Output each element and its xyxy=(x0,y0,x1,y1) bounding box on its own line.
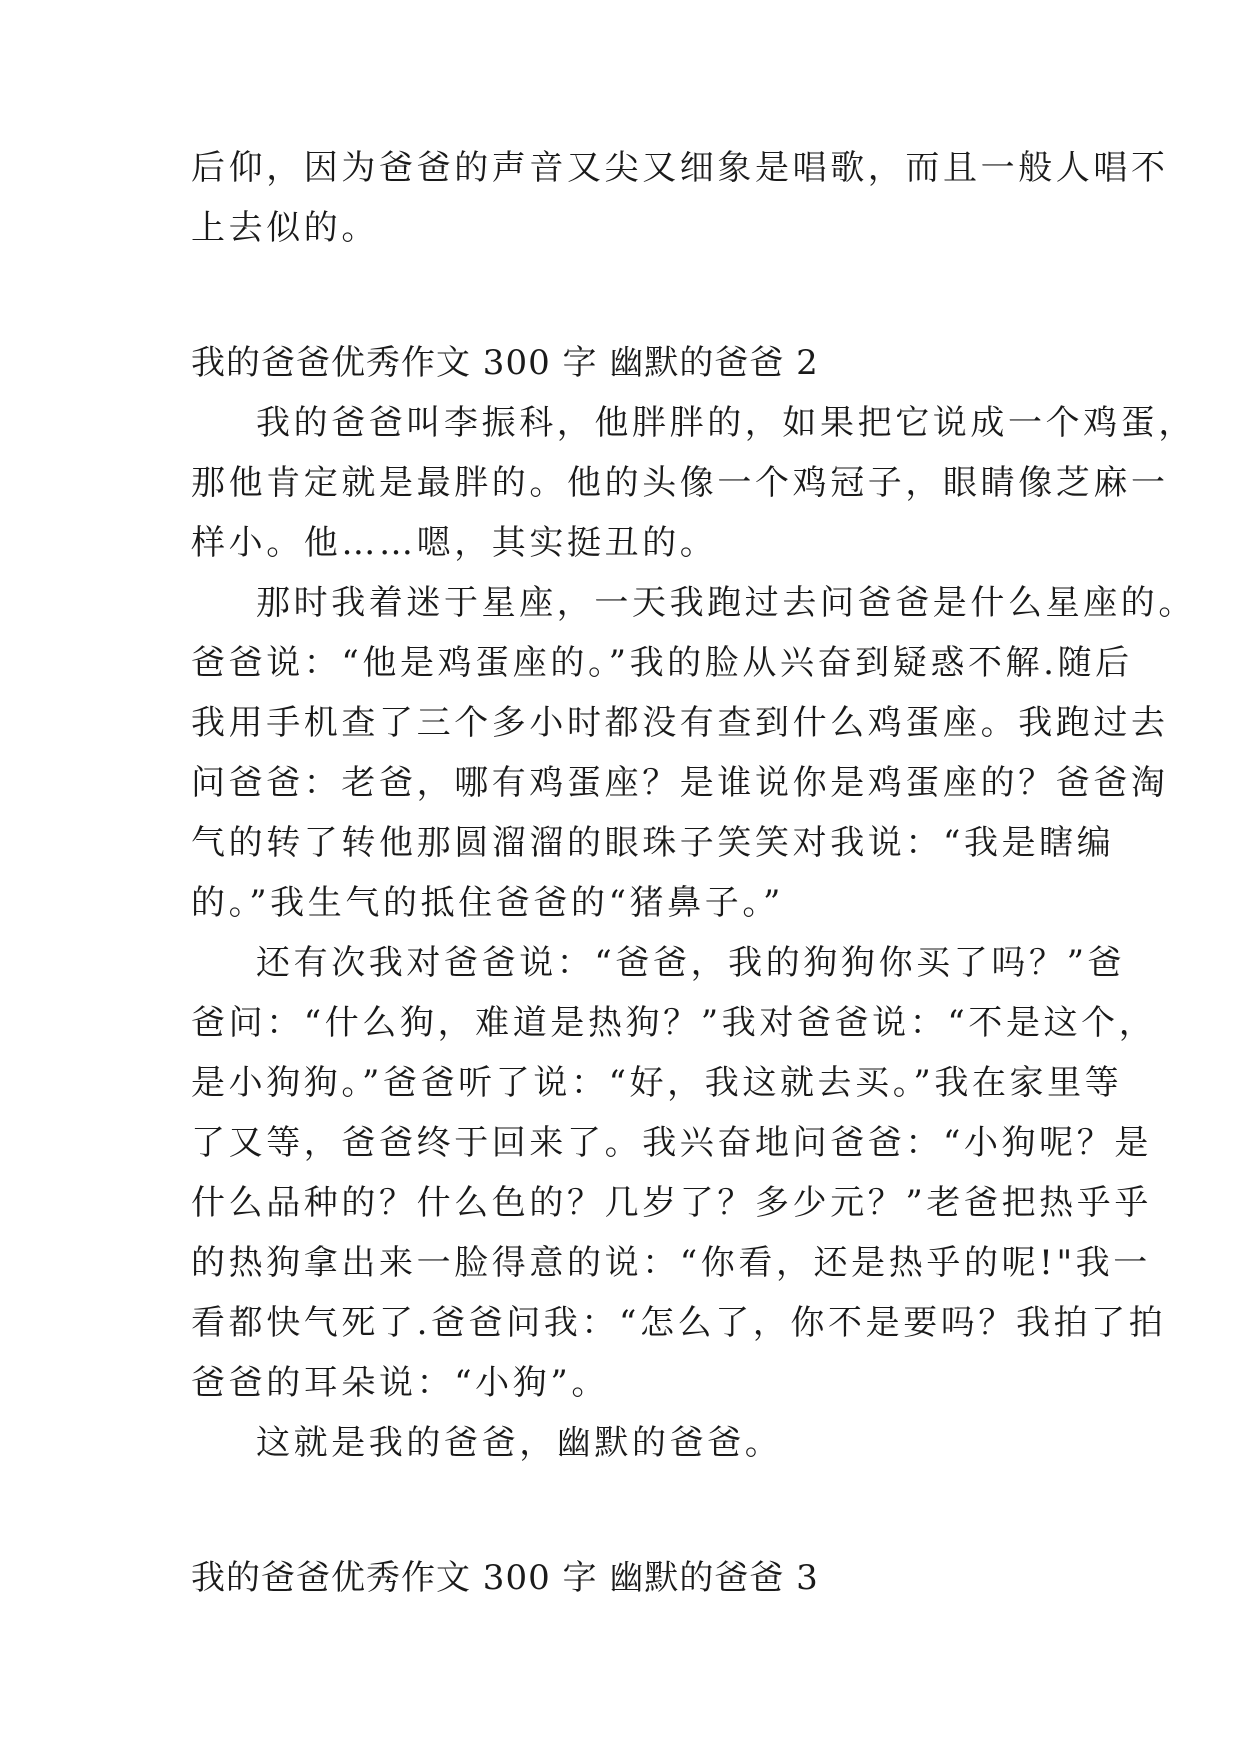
text-line: 了又等，爸爸终于回来了。我兴奋地问爸爸：“小狗呢？是 xyxy=(191,1123,1152,1163)
text-line: 爸问：“什么狗，难道是热狗？”我对爸爸说：“不是这个， xyxy=(191,1003,1157,1043)
text-line: 气的转了转他那圆溜溜的眼珠子笑笑对我说：“我是瞎编 xyxy=(191,823,1115,863)
paragraph-first-line: 我的爸爸叫李振科，他胖胖的，如果把它说成一个鸡蛋， xyxy=(256,403,1196,443)
text-line: 我用手机查了三个多小时都没有查到什么鸡蛋座。我跑过去 xyxy=(191,703,1169,743)
section-title: 我的爸爸优秀作文 300 字 幽默的爸爸 3 xyxy=(191,1558,819,1598)
text-line: 样小。他……嗯，其实挺丑的。 xyxy=(191,523,718,563)
text-line: 后仰，因为爸爸的声音又尖又细象是唱歌，而且一般人唱不 xyxy=(191,148,1169,188)
text-line: 爸爸的耳朵说：“小狗”。 xyxy=(191,1363,609,1403)
text-line: 问爸爸：老爸，哪有鸡蛋座？是谁说你是鸡蛋座的？爸爸淘 xyxy=(191,763,1169,803)
paragraph-first-line: 还有次我对爸爸说：“爸爸，我的狗狗你买了吗？”爸 xyxy=(256,943,1126,983)
text-line: 看都快气死了.爸爸问我：“怎么了，你不是要吗？我拍了拍 xyxy=(191,1303,1167,1343)
text-line: 的热狗拿出来一脸得意的说：“你看，还是热乎的呢!"我一 xyxy=(191,1243,1151,1283)
text-line: 什么品种的？什么色的？几岁了？多少元？”老爸把热乎乎 xyxy=(191,1183,1152,1223)
section-title: 我的爸爸优秀作文 300 字 幽默的爸爸 2 xyxy=(191,343,819,383)
text-line: 的。”我生气的抵住爸爸的“猪鼻子。” xyxy=(191,883,784,923)
paragraph-first-line: 这就是我的爸爸，幽默的爸爸。 xyxy=(256,1423,783,1463)
text-line: 那他肯定就是最胖的。他的头像一个鸡冠子，眼睛像芝麻一 xyxy=(191,463,1169,503)
paragraph-first-line: 那时我着迷于星座，一天我跑过去问爸爸是什么星座的。 xyxy=(256,583,1196,623)
text-line: 是小狗狗。”爸爸听了说：“好，我这就去买。”我在家里等 xyxy=(191,1063,1123,1103)
text-line: 爸爸说：“他是鸡蛋座的。”我的脸从兴奋到疑惑不解.随后 xyxy=(191,643,1133,683)
text-line: 上去似的。 xyxy=(191,208,379,248)
